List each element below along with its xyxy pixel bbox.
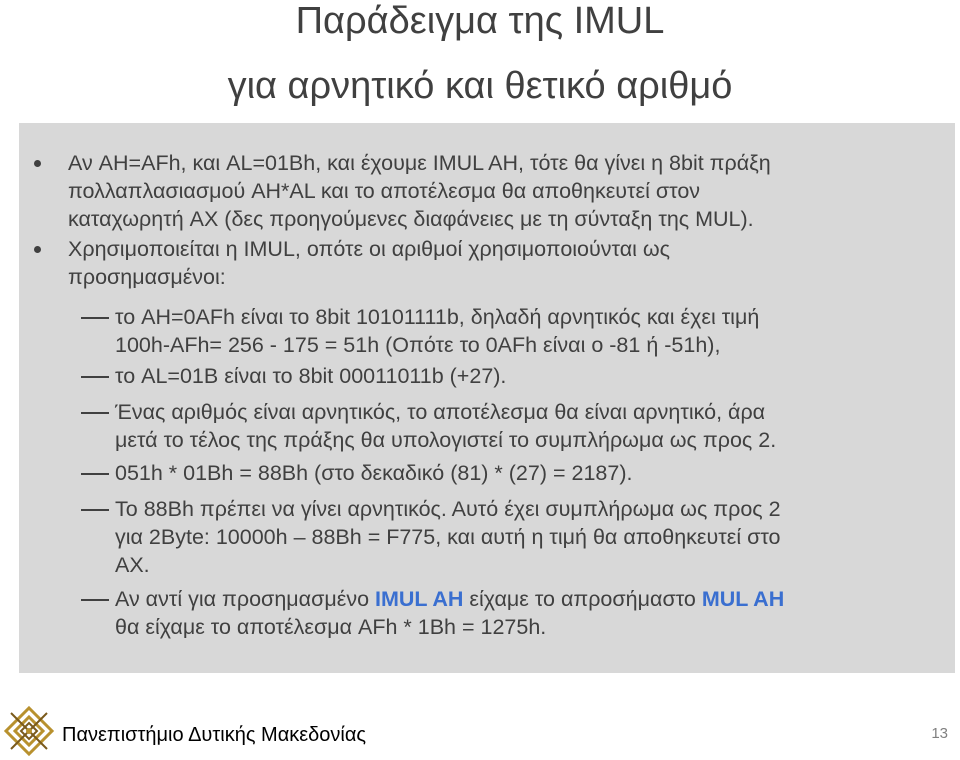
bullet-dot-icon (34, 160, 41, 167)
sub-line: το AL=01B είναι το 8bit 00011011b (+27). (115, 364, 507, 388)
dash-icon (81, 473, 109, 475)
sub-line: για 2Byte: 10000h – 88Bh = F775, και αυτή η τιμή θα αποθηκευτεί στο (115, 525, 781, 549)
dash-icon (81, 376, 109, 378)
sub-text: είχαμε το απροσήμαστο (463, 587, 702, 611)
title-line-2: για αρνητικό και θετικό αριθμό (227, 65, 733, 107)
content-box (19, 123, 955, 673)
sub-line: μετά το τέλος της πράξης θα υπολογιστεί το συμπλήρωμα ως προς 2. (115, 428, 777, 452)
sub-line: AX. (115, 553, 150, 577)
sub-line: το AH=0AFh είναι το 8bit 10101111b, δηλαδή αρνητικός και έχει τιμή (115, 305, 760, 329)
title-line-1: Παράδειγμα της IMUL (295, 0, 665, 42)
dash-icon (81, 317, 109, 319)
bullet-line: πολλαπλασιασμού AH*AL και το αποτέλεσμα θα αποθηκευτεί στον (68, 179, 701, 203)
sub-item (115, 362, 960, 390)
sub-item (115, 398, 960, 454)
university-logo-icon (3, 705, 55, 757)
sub-line: 051h * 01Bh = 88Bh (στο δεκαδικό (81) * (27) = 2187). (115, 461, 633, 485)
bullet-item (68, 235, 958, 291)
dash-icon (81, 509, 109, 511)
imul-ah-highlight: IMUL AH (375, 587, 464, 611)
university-name: Πανεπιστήμιο Δυτικής Μακεδονίας (62, 724, 367, 746)
sub-item (115, 459, 960, 487)
bullet-item (68, 149, 958, 233)
bullet-line: Αν AH=AFh, και AL=01Bh, και έχουμε IMUL AH, τότε θα γίνει η 8bit πράξη (68, 151, 771, 175)
sub-line: 100h-AFh= 256 - 175 = 51h (Οπότε το 0AFh είναι ο -81 ή -51h), (115, 333, 721, 357)
sub-item (115, 495, 960, 579)
sub-item (115, 303, 960, 359)
bullet-line: Χρησιμοποιείται η IMUL, οπότε οι αριθμοί χρησιμοποιούνται ως (68, 237, 671, 261)
sub-line: Ένας αριθμός είναι αρνητικός, το αποτέλεσμα θα είναι αρνητικό, άρα (115, 400, 766, 424)
sub-line: Το 88Bh πρέπει να γίνει αρνητικός. Αυτό έχει συμπλήρωμα ως προς 2 (115, 497, 781, 521)
sub-text: Αν αντί για προσημασμένο (115, 587, 376, 611)
dash-icon (81, 412, 109, 414)
sub-line: θα είχαμε το αποτέλεσμα AFh * 1Bh = 1275h. (115, 615, 547, 639)
mul-ah-highlight: MUL AH (701, 587, 785, 611)
dash-icon (81, 599, 109, 601)
bullet-line: καταχωρητή AX (δες προηγούμενες διαφάνειες με τη σύνταξη της MUL). (68, 207, 754, 231)
sub-item (115, 585, 960, 641)
sub-line (115, 585, 960, 613)
bullet-dot-icon (34, 246, 41, 253)
page-number: 13 (931, 725, 948, 742)
bullet-line: προσημασμένοι: (68, 265, 226, 289)
